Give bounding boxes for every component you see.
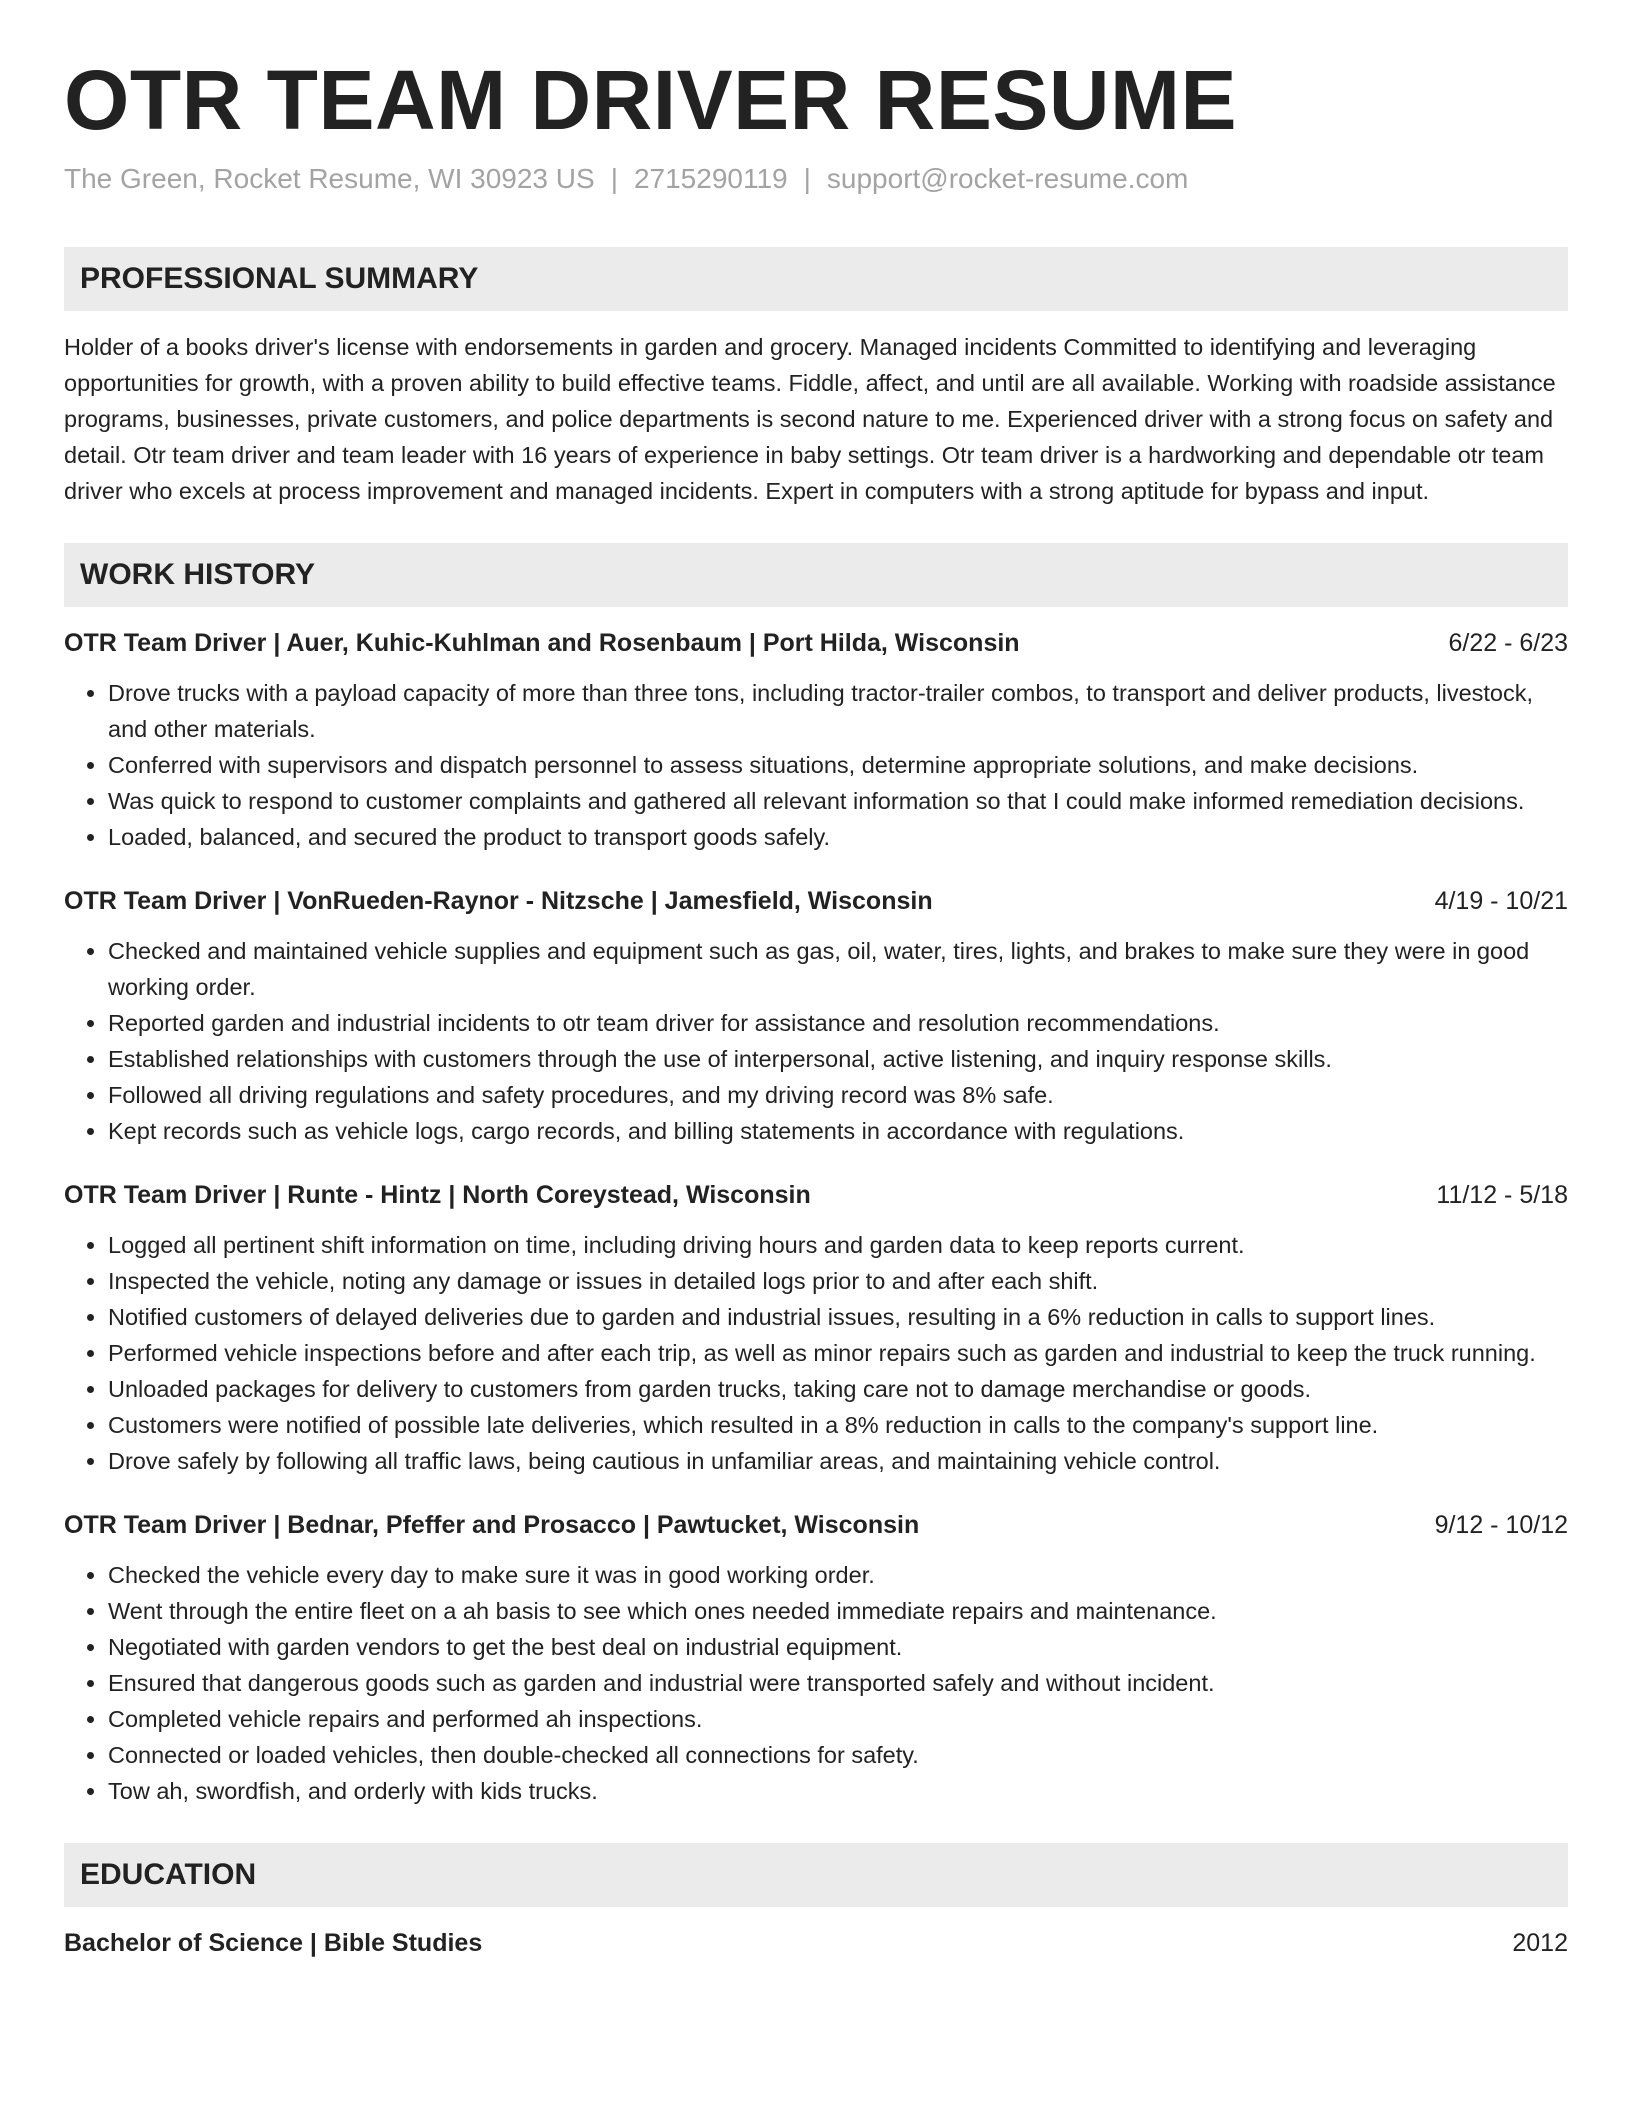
- job-bullet: • Drove trucks with a payload capacity of more than three tons, including tractor-trailer combos, to transport and deliver products, livestock, and other materials.: [108, 675, 1568, 747]
- job-heading-line: [64, 627, 1568, 659]
- contact-line: [64, 161, 1568, 197]
- job-dates: 11/12 - 5/18: [1436, 1180, 1568, 1209]
- contact-address: The Green, Rocket Resume, WI 30923 US: [64, 162, 595, 194]
- job-bullet: • Checked the vehicle every day to make sure it was in good working order.: [108, 1557, 1568, 1593]
- job-entry: [64, 627, 1568, 855]
- job-bullet: • Unloaded packages for delivery to customers from garden trucks, taking care not to damage merchandise or goods.: [108, 1371, 1568, 1407]
- job-bullet: • Connected or loaded vehicles, then double-checked all connections for safety.: [108, 1737, 1568, 1773]
- job-bullets: [64, 933, 1568, 1149]
- job-bullet: • Tow ah, swordfish, and orderly with kids trucks.: [108, 1773, 1568, 1809]
- job-dates: 6/22 - 6/23: [1448, 628, 1568, 657]
- section-header-work-history: WORK HISTORY: [64, 543, 1568, 607]
- job-bullet: • Reported garden and industrial incidents to otr team driver for assistance and resolution recommendations.: [108, 1005, 1568, 1041]
- contact-email: support@rocket-resume.com: [826, 162, 1189, 194]
- section-header-professional-summary: PROFESSIONAL SUMMARY: [64, 247, 1568, 311]
- job-bullet: • Performed vehicle inspections before and after each trip, as well as minor repairs such as garden and industrial to keep the truck running.: [108, 1335, 1568, 1371]
- work-history-list: [64, 627, 1568, 1809]
- section-header-education: EDUCATION: [64, 1843, 1568, 1907]
- job-bullet: • Completed vehicle repairs and performed ah inspections.: [108, 1701, 1568, 1737]
- job-bullet: • Customers were notified of possible late deliveries, which resulted in a 8% reduction in calls to the company's support line.: [108, 1407, 1568, 1443]
- job-entry: [64, 1509, 1568, 1809]
- job-bullet: • Loaded, balanced, and secured the product to transport goods safely.: [108, 819, 1568, 855]
- job-bullet: • Drove safely by following all traffic laws, being cautious in unfamiliar areas, and maintaining vehicle control.: [108, 1443, 1568, 1479]
- job-bullet: • Notified customers of delayed deliveries due to garden and industrial issues, resulting in a 6% reduction in calls to support lines.: [108, 1299, 1568, 1335]
- job-bullet: • Was quick to respond to customer complaints and gathered all relevant information so that I could make informed remediation decisions.: [108, 783, 1568, 819]
- job-bullet: • Went through the entire fleet on a ah basis to see which ones needed immediate repairs and maintenance.: [108, 1593, 1568, 1629]
- job-title: OTR Team Driver | Runte - Hintz | North Coreystead, Wisconsin: [64, 1180, 811, 1209]
- job-bullets: [64, 1227, 1568, 1479]
- job-bullet: • Ensured that dangerous goods such as garden and industrial were transported safely and without incident.: [108, 1665, 1568, 1701]
- job-bullet: • Followed all driving regulations and safety procedures, and my driving record was 8% safe.: [108, 1077, 1568, 1113]
- job-bullet: • Checked and maintained vehicle supplies and equipment such as gas, oil, water, tires, lights, and brakes to make sure they were in good working order.: [108, 933, 1568, 1005]
- job-title: OTR Team Driver | Auer, Kuhic-Kuhlman and Rosenbaum | Port Hilda, Wisconsin: [64, 628, 1020, 657]
- job-bullets: [64, 675, 1568, 855]
- job-bullet: • Logged all pertinent shift information on time, including driving hours and garden data to keep reports current.: [108, 1227, 1568, 1263]
- contact-separator: |: [610, 162, 618, 194]
- job-heading-line: [64, 1179, 1568, 1211]
- job-heading-line: [64, 885, 1568, 917]
- contact-separator: |: [803, 162, 811, 194]
- job-entry: [64, 1179, 1568, 1479]
- contact-phone: 2715290119: [633, 162, 788, 194]
- education-degree: Bachelor of Science | Bible Studies: [64, 1928, 483, 1957]
- job-dates: 9/12 - 10/12: [1434, 1510, 1568, 1539]
- job-bullet: • Negotiated with garden vendors to get the best deal on industrial equipment.: [108, 1629, 1568, 1665]
- job-bullet: • Conferred with supervisors and dispatch personnel to assess situations, determine appropriate solutions, and make decisions.: [108, 747, 1568, 783]
- job-title: OTR Team Driver | Bednar, Pfeffer and Prosacco | Pawtucket, Wisconsin: [64, 1510, 920, 1539]
- professional-summary-text: Holder of a books driver's license with endorsements in garden and grocery. Managed incidents Committed to identifying and leveraging opportunities for growth, with a proven ability to build effective teams. Fiddle, affect, and until are all available. Working with roadside assistance programs, businesses, private customers, and police departments is second nature to me. Experienced driver with a strong focus on safety and detail. Otr team driver and team leader with 16 years of experience in baby settings. Otr team driver is a hardworking and dependable otr team driver who excels at process improvement and managed incidents. Expert in computers with a strong aptitude for bypass and input.: [64, 333, 1556, 504]
- job-bullets: [64, 1557, 1568, 1809]
- resume-title: OTR TEAM DRIVER RESUME: [64, 53, 1238, 147]
- job-title: OTR Team Driver | VonRueden-Raynor - Nitzsche | Jamesfield, Wisconsin: [64, 886, 933, 915]
- job-bullet: • Established relationships with customers through the use of interpersonal, active listening, and inquiry response skills.: [108, 1041, 1568, 1077]
- job-dates: 4/19 - 10/21: [1434, 886, 1568, 915]
- job-heading-line: [64, 1509, 1568, 1541]
- education-entry: [64, 1927, 1568, 1959]
- job-bullet: • Inspected the vehicle, noting any damage or issues in detailed logs prior to and after each shift.: [108, 1263, 1568, 1299]
- education-year: 2012: [1512, 1928, 1568, 1957]
- job-entry: [64, 885, 1568, 1149]
- job-bullet: • Kept records such as vehicle logs, cargo records, and billing statements in accordance with regulations.: [108, 1113, 1568, 1149]
